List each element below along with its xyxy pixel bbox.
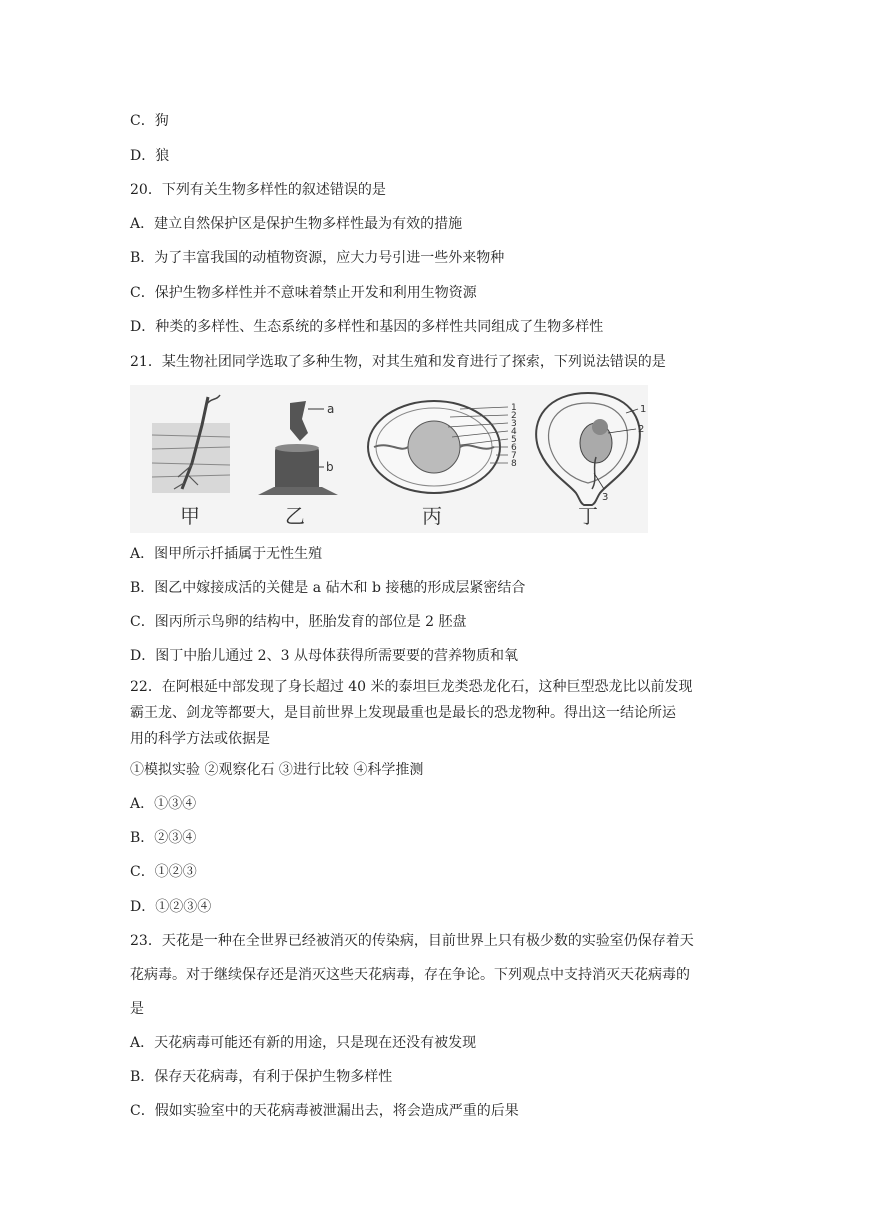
label-bing-4: 4 bbox=[511, 427, 517, 437]
q21-option-c: C．图丙所示鸟卵的结构中，胚胎发育的部位是 2 胚盘 bbox=[130, 614, 467, 630]
q20-option-b: B．为了丰富我国的动植物资源，应大力号引进一些外来物种 bbox=[130, 250, 505, 266]
label-bing-5: 5 bbox=[511, 435, 517, 445]
q21-option-d: D．图丁中胎儿通过 2、3 从母体获得所需要要的营养物质和氧 bbox=[130, 648, 518, 664]
caption-jia: 甲 bbox=[180, 504, 200, 528]
q23-stem-line-1: 23．天花是一种在全世界已经被消灭的传染病，目前世界上只有极少数的实验室仍保存着天 bbox=[130, 933, 694, 949]
q23-stem-line-2: 花病毒。对于继续保存还是消灭这些天花病毒，存在争论。下列观点中支持消灭天花病毒的 bbox=[130, 967, 690, 983]
q20-stem: 20．下列有关生物多样性的叙述错误的是 bbox=[130, 182, 386, 198]
q23-option-a: A．天花病毒可能还有新的用途，只是现在还没有被发现 bbox=[130, 1035, 477, 1051]
q21-figure bbox=[130, 385, 648, 533]
q21-option-b: B．图乙中嫁接成活的关健是 a 砧木和 b 接穗的形成层紧密结合 bbox=[130, 580, 526, 596]
q22-stem-line-1: 22．在阿根延中部发现了身长超过 40 米的泰坦巨龙类恐龙化石，这种巨型恐龙比以前发现 bbox=[130, 679, 693, 695]
q22-stem-line-3: 用的科学方法或依据是 bbox=[130, 731, 270, 747]
label-ding-2: 2 bbox=[638, 424, 645, 435]
q22-option-d: D．①②③④ bbox=[130, 899, 212, 915]
q22-option-a: A．①③④ bbox=[130, 796, 197, 812]
q21-option-a: A．图甲所示扦插属于无性生殖 bbox=[130, 546, 323, 562]
q20-option-d: D．种类的多样性、生态系统的多样性和基因的多样性共同组成了生物多样性 bbox=[130, 319, 604, 335]
label-bing-3: 3 bbox=[511, 419, 517, 429]
q23-stem-line-3: 是 bbox=[130, 1001, 144, 1017]
label-bing-7: 7 bbox=[511, 451, 517, 461]
q22-option-b: B．②③④ bbox=[130, 830, 197, 846]
q19-option-c: C．狗 bbox=[130, 113, 169, 129]
q20-option-a: A．建立自然保护区是保护生物多样性最为有效的措施 bbox=[130, 216, 463, 232]
caption-yi: 乙 bbox=[285, 504, 305, 528]
label-bing-1: 1 bbox=[511, 403, 517, 413]
caption-ding: 丁 bbox=[578, 504, 598, 528]
q21-stem: 21．某生物社团同学选取了多种生物，对其生殖和发育进行了探索，下列说法错误的是 bbox=[130, 354, 666, 370]
q23-option-b: B．保存天花病毒，有利于保护生物多样性 bbox=[130, 1069, 393, 1085]
label-yi-a: a bbox=[327, 402, 335, 416]
q22-option-c: C．①②③ bbox=[130, 864, 197, 880]
q22-stem-line-2: 霸王龙、剑龙等都要大，是目前世界上发现最重也是最长的恐龙物种。得出这一结论所运 bbox=[130, 705, 676, 721]
label-ding-3: 3 bbox=[602, 492, 609, 503]
label-yi-b: b bbox=[326, 460, 334, 474]
label-bing-8: 8 bbox=[511, 459, 517, 469]
q20-option-c: C．保护生物多样性并不意味着禁止开发和利用生物资源 bbox=[130, 285, 477, 301]
q23-option-c: C．假如实验室中的天花病毒被泄漏出去，将会造成严重的后果 bbox=[130, 1103, 519, 1119]
q22-choices: ①模拟实验 ②观察化石 ③进行比较 ④科学推测 bbox=[130, 762, 424, 778]
caption-bing: 丙 bbox=[422, 504, 442, 528]
label-bing-6: 6 bbox=[511, 443, 517, 453]
q19-option-d: D．狼 bbox=[130, 148, 170, 164]
label-bing-2: 2 bbox=[511, 411, 517, 421]
label-ding-1: 1 bbox=[640, 404, 647, 415]
